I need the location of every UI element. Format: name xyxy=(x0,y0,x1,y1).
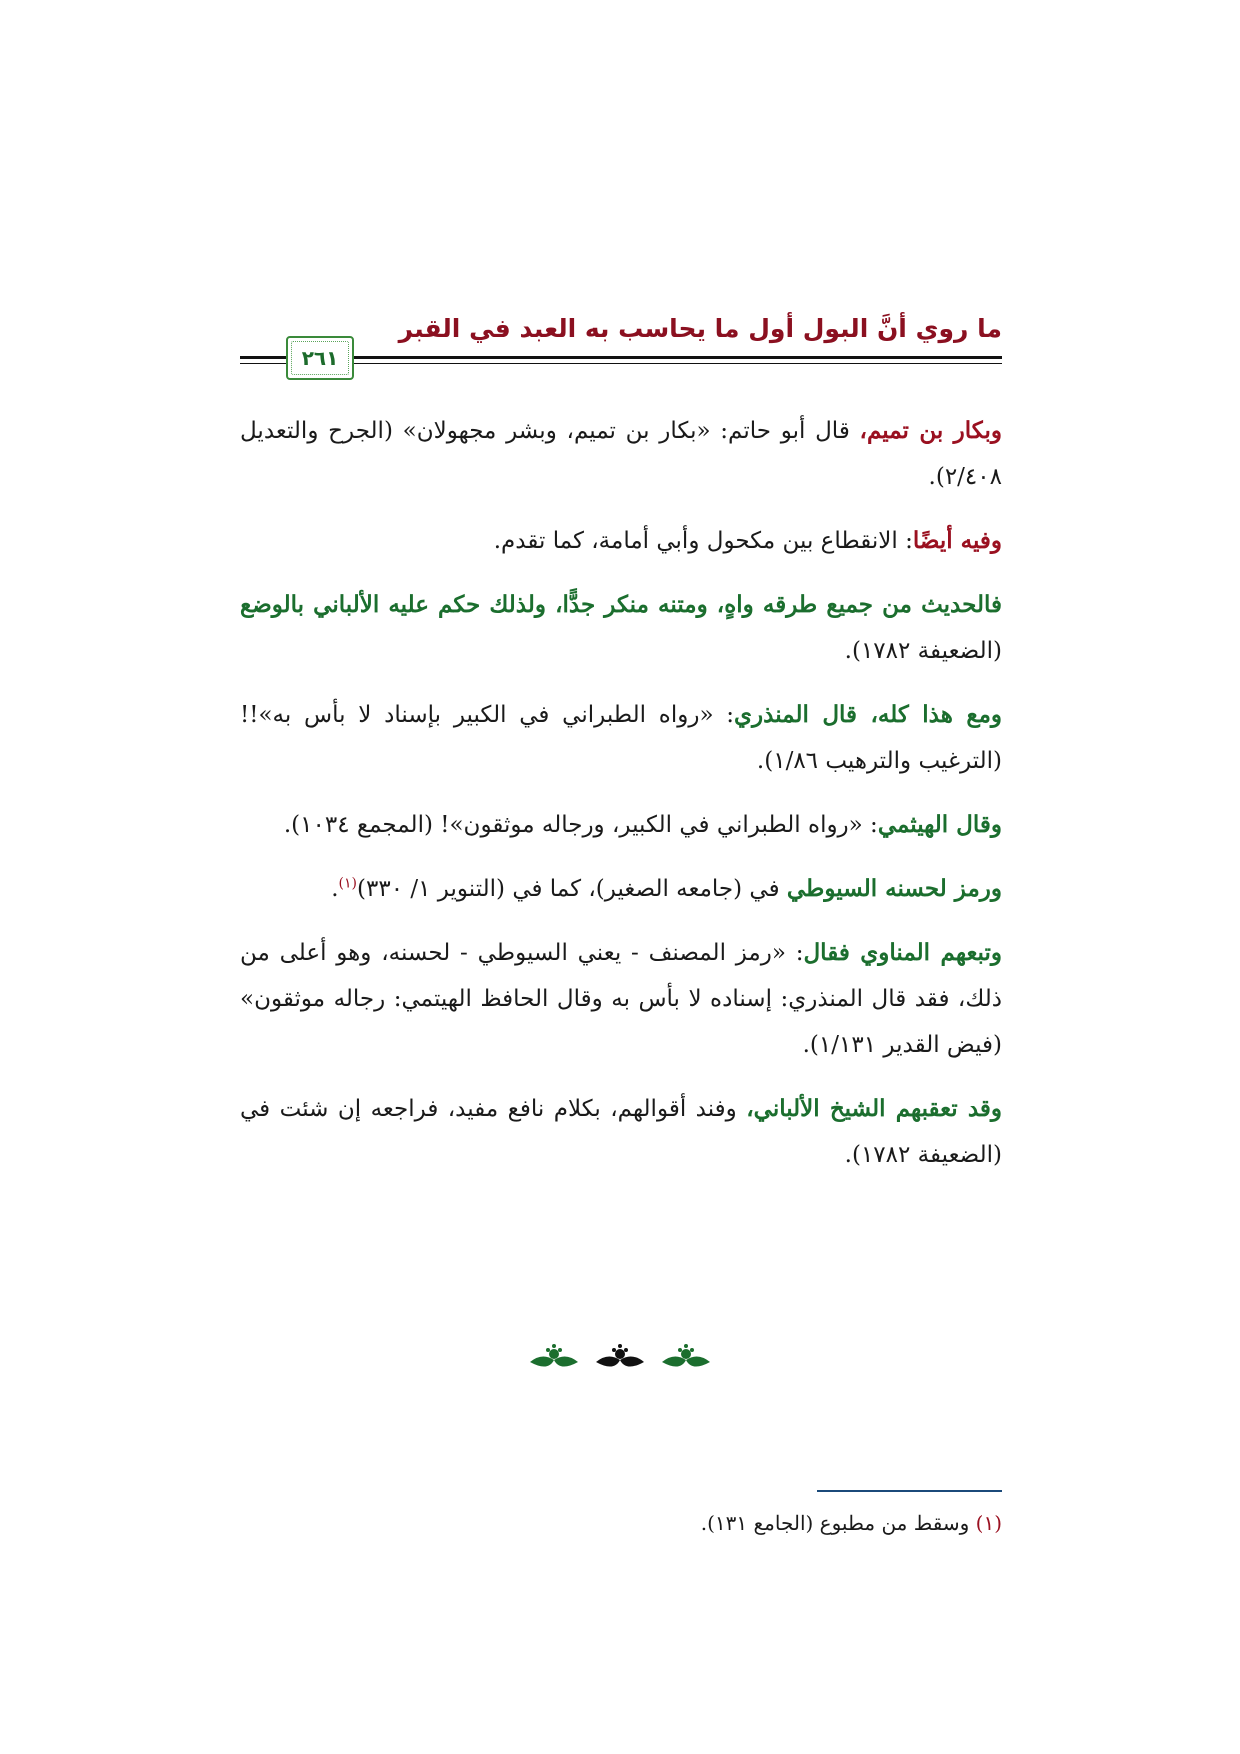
paragraph-lead: فالحديث من جميع طرقه واهٍ، ومتنه منكر جدًّا، ولذلك حكم عليه الألباني بالوضع xyxy=(240,591,1002,618)
body-text xyxy=(240,408,1002,1196)
paragraph-text: : الانقطاع بين مكحول وأبي أمامة، كما تقدم. xyxy=(493,528,913,554)
paragraph-text: وفند أقوالهم، بكلام نافع مفيد، فراجعه إن شئت في (الضعيفة ١٧٨٢). xyxy=(240,1096,1002,1168)
footnote xyxy=(402,1508,1002,1538)
paragraph-text: في (جامعه الصغير)، كما في (التنوير ١/ ٣٣٠) xyxy=(357,876,787,902)
footnote-rule xyxy=(817,1490,1002,1492)
page-number: ٢٦١ xyxy=(301,346,339,370)
paragraph xyxy=(240,1086,1002,1178)
header-rule xyxy=(240,356,1002,359)
paragraph xyxy=(240,802,1002,848)
header-rule-thin xyxy=(240,363,1002,364)
paragraph-text: : «رمز المصنف - يعني السيوطي - لحسنه، وهو أعلى من ذلك، فقد قال المنذري: إسناده لا بأس به وقال الحافظ الهيتمي: رجاله موثقون» (فيض القدير ١/١٣١). xyxy=(240,940,1002,1058)
paragraph-text: (الضعيفة ١٧٨٢). xyxy=(844,638,1002,664)
paragraph-tail: . xyxy=(331,876,339,902)
paragraph-lead: وفيه أيضًا xyxy=(912,527,1002,554)
paragraph-lead: وبكار بن تميم، xyxy=(859,417,1002,444)
paragraph-text: قال أبو حاتم: «بكار بن تميم، وبشر مجهولان» (الجرح والتعديل ٢/٤٠٨). xyxy=(240,418,1002,490)
footnote-ref[interactable]: (١) xyxy=(338,875,358,892)
chapter-heading: ما روي أنَّ البول أول ما يحاسب به العبد في القبر xyxy=(398,314,1002,343)
paragraph xyxy=(240,930,1002,1068)
paragraph-lead: وتبعهم المناوي فقال xyxy=(803,939,1002,966)
paragraph xyxy=(240,692,1002,784)
footnote-number: (١) xyxy=(975,1511,1002,1535)
paragraph-lead: وقال الهيثمي xyxy=(877,811,1002,838)
paragraph xyxy=(240,866,1002,912)
floral-divider-icon xyxy=(0,1340,1240,1380)
paragraph xyxy=(240,518,1002,564)
paragraph-lead: ورمز لحسنه السيوطي xyxy=(786,875,1002,902)
paragraph-text: : «رواه الطبراني في الكبير، ورجاله موثقون»! (المجمع ١٠٣٤). xyxy=(283,812,878,838)
footnote-text: وسقط من مطبوع (الجامع ١٣١). xyxy=(700,1511,976,1535)
paragraph-lead: وقد تعقبهم الشيخ الألباني، xyxy=(746,1095,1002,1122)
paragraph xyxy=(240,408,1002,500)
paragraph xyxy=(240,582,1002,674)
paragraph-lead: ومع هذا كله، قال المنذري xyxy=(734,701,1002,728)
page-number-badge xyxy=(286,336,354,380)
paragraph-text: : «رواه الطبراني في الكبير بإسناد لا بأس به»!! (الترغيب والترهيب ١/٨٦). xyxy=(240,702,1002,774)
